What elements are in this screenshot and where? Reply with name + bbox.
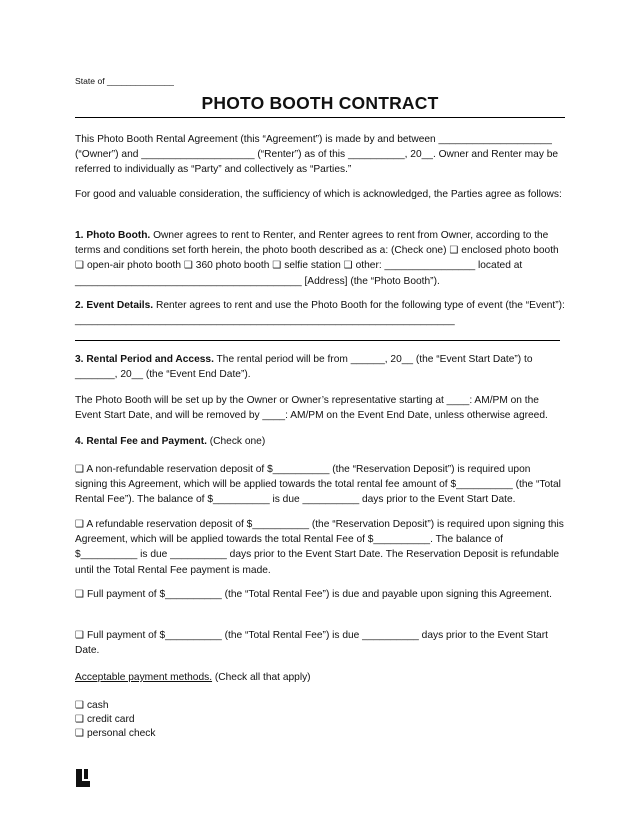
payment-option-credit-card[interactable]: ❑ credit card xyxy=(75,714,135,725)
section-text: Renter agrees to rent and use the Photo Booth for the following type of event (the “Event”): ___________________________________________________________________ xyxy=(75,300,565,327)
fee-option-3[interactable]: ❑ Full payment of $__________ (the “Total Rental Fee”) is due and payable upon signing this Agreement. xyxy=(75,589,552,600)
section-photo-booth xyxy=(75,228,565,289)
state-line: State of ______________ xyxy=(75,76,174,86)
section-text: The rental period will be from ______, 20__ (the “Event Start Date”) to _______, 20__ (the “Event End Date”). xyxy=(75,354,533,381)
payment-methods-label: Acceptable payment methods. xyxy=(75,672,213,683)
setup-paragraph: The Photo Booth will be set up by the Owner or Owner’s representative starting at ____: AM/PM on the Event Start Date, and will be removed by ____: AM/PM on the Event End Date, unless otherwise agreed. xyxy=(75,395,548,422)
section-event-details xyxy=(75,298,565,328)
section-rental-fee xyxy=(75,434,565,449)
title-divider xyxy=(75,117,565,118)
payment-methods-heading xyxy=(75,670,565,685)
intro-paragraph: This Photo Booth Rental Agreement (this “Agreement”) is made by and between ____________________ (“Owner”) and ____________________ (“Renter”) as of this __________, 20__. Owner and Renter may be referred to individually as “Party” and collectively as “Parties.” xyxy=(75,134,559,176)
section-heading: 3. Rental Period and Access. xyxy=(75,354,214,365)
fee-option-4[interactable]: ❑ Full payment of $__________ (the “Total Rental Fee”) is due __________ days prior to the Event Start Date. xyxy=(75,630,548,657)
legal-templates-logo-icon xyxy=(75,768,95,788)
section-rental-period xyxy=(75,352,565,382)
payment-option-personal-check[interactable]: ❑ personal check xyxy=(75,728,156,739)
section-heading: 4. Rental Fee and Payment. xyxy=(75,436,207,447)
section-heading: 2. Event Details. xyxy=(75,300,154,311)
fee-option-1[interactable]: ❑ A non-refundable reservation deposit of $__________ (the “Reservation Deposit”) is required upon signing this Agreement, which will be applied towards the total rental fee amount of $__________ (the “Total Rental Fee”). The balance of $__________ is due __________ days prior to the Event Start Date. xyxy=(75,464,561,506)
page-title: PHOTO BOOTH CONTRACT xyxy=(201,93,439,113)
section-heading: 1. Photo Booth. xyxy=(75,230,151,241)
fee-option-2[interactable]: ❑ A refundable reservation deposit of $__________ (the “Reservation Deposit”) is required upon signing this Agreement, which will be applied towards the total Rental Fee of $__________. The balance of $__________ is due __________ days prior to the Event Start Date. The Reservation Deposit is refundable until the Total Rental Fee payment is made. xyxy=(75,519,564,576)
section-text: Owner agrees to rent to Renter, and Renter agrees to rent from Owner, according to the terms and conditions set forth herein, the photo booth described as a: (Check one) ❑ enclosed photo booth ❑ open-air photo booth ❑ 360 photo booth ❑ selfie station ❑ other: ________________ located at ________________________________________ [Address] (the “Photo Booth”). xyxy=(75,230,559,287)
blank-line xyxy=(75,340,560,341)
section-note: (Check one) xyxy=(206,436,266,447)
consideration-paragraph: For good and valuable consideration, the sufficiency of which is acknowledged, the Parties agree as follows: xyxy=(75,189,562,200)
payment-option-cash[interactable]: ❑ cash xyxy=(75,700,109,711)
payment-methods-note: (Check all that apply) xyxy=(212,672,311,683)
